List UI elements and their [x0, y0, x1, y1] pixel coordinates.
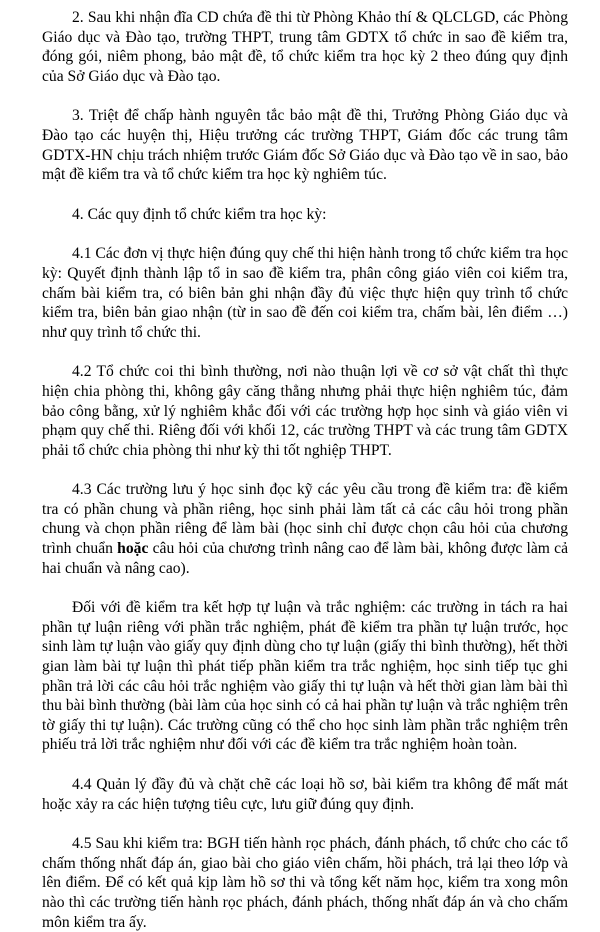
paragraph-4-5: 4.5 Sau khi kiểm tra: BGH tiến hành rọc phách, đánh phách, tổ chức cho các tổ chấm thống nhất đáp án, giao bài cho giáo viên chấm, hồi phách, trả lại theo lớp và lên điểm. Để có kết quả kịp làm hồ sơ thi và tổng kết năm học, kiểm tra xong môn nào thì các trường tiến hành rọc phách, đánh phách, thống nhất đáp án và cho chấm môn kiểm tra ấy. — [42, 835, 568, 931]
paragraph-4-3 — [42, 480, 568, 578]
paragraph-3: 3. Triệt để chấp hành nguyên tắc bảo mật đề thi, Trưởng Phòng Giáo dục và Đào tạo các huyện thị, Hiệu trưởng các trường THPT, Giám đốc các trung tâm GDTX-HN chịu trách nhiệm trước Giám đốc Sở Giáo dục và Đào tạo về in sao, bảo mật đề kiểm tra và tổ chức kiểm tra học kỳ nghiêm túc. — [42, 107, 568, 184]
paragraph-4-heading: 4. Các quy định tổ chức kiểm tra học kỳ: — [72, 205, 327, 223]
paragraph-4-2: 4.2 Tổ chức coi thi bình thường, nơi nào thuận lợi về cơ sở vật chất thì thực hiện chia phòng thi, không gây căng thẳng nhưng phải thực hiện nghiêm túc, đảm bảo công bằng, xử lý nghiêm khắc đối với các trường hợp học sinh và giáo viên vi phạm quy chế thi. Riêng đối với khối 12, các trường THPT và các trung tâm GDTX phải tổ chức chia phòng thi như kỳ thi tốt nghiệp THPT. — [42, 363, 568, 459]
paragraph-4-3-bold: hoặc — [117, 540, 149, 558]
paragraph-4-3-after: câu hỏi của chương trình nâng cao để làm bài, không được làm cả hai chuẩn và nâng cao). — [42, 540, 569, 577]
paragraph-4-4: 4.4 Quản lý đầy đủ và chặt chẽ các loại hồ sơ, bài kiểm tra không để mất mát hoặc xảy ra các hiện tượng tiêu cực, lưu giữ đúng quy định. — [42, 776, 568, 813]
paragraph-4-3-before: 4.3 Các trường lưu ý học sinh đọc kỹ các yêu cầu trong đề kiểm tra: đề kiểm tra có phần chung và phần riêng, học sinh phải làm tất cả các câu hỏi trong phần chung và chọn phần riêng để làm bài (học sinh chỉ được chọn câu hỏi của chương trình chuẩn — [42, 481, 568, 558]
paragraph-2: 2. Sau khi nhận đĩa CD chứa đề thi từ Phòng Khảo thí & QLCLGD, các Phòng Giáo dục và Đào tạo, trường THPT, trung tâm GDTX tổ chức in sao đề kiểm tra, đóng gói, niêm phong, bảo mật đề, tổ chức kiểm tra học kỳ 2 theo đúng quy định của Sở Giáo dục và Đào tạo. — [42, 9, 568, 85]
paragraph-mixed-exam: Đối với đề kiểm tra kết hợp tự luận và trắc nghiệm: các trường in tách ra hai phần tự luận riêng với phần trắc nghiệm, phát đề kiểm tra phần tự luận trước, học sinh làm tự luận vào giấy quy định dùng cho tự luận (giấy thi bình thường), hết thời gian làm bài tự luận thì phát tiếp phần kiểm tra trắc nghiệm, học sinh tiếp tục ghi phần trả lời các câu hỏi trắc nghiệm vào giấy thi tự luận và hết thời gian làm bài thì thu bài bình thường (bài làm của học sinh có cả hai phần tự luận và trắc nghiệm trên tờ giấy thi tự luận). Các trường cũng có thể cho học sinh làm phần trắc nghiệm trên phiếu trả lời trắc nghiệm như đối với các đề kiểm tra trắc nghiệm hoàn toàn. — [42, 599, 568, 754]
paragraph-4-1: 4.1 Các đơn vị thực hiện đúng quy chế thi hiện hành trong tổ chức kiểm tra học kỳ: Quyết định thành lập tổ in sao đề kiểm tra, phân công giáo viên coi kiểm tra, chấm bài kiểm tra, có biên bản ghi nhận đầy đủ việc thực hiện quy trình tổ chức kiểm tra, biên bản giao nhận (từ in sao đề đến coi kiểm tra, chấm bài, lên điểm …) như quy trình tổ chức thi. — [42, 245, 568, 341]
